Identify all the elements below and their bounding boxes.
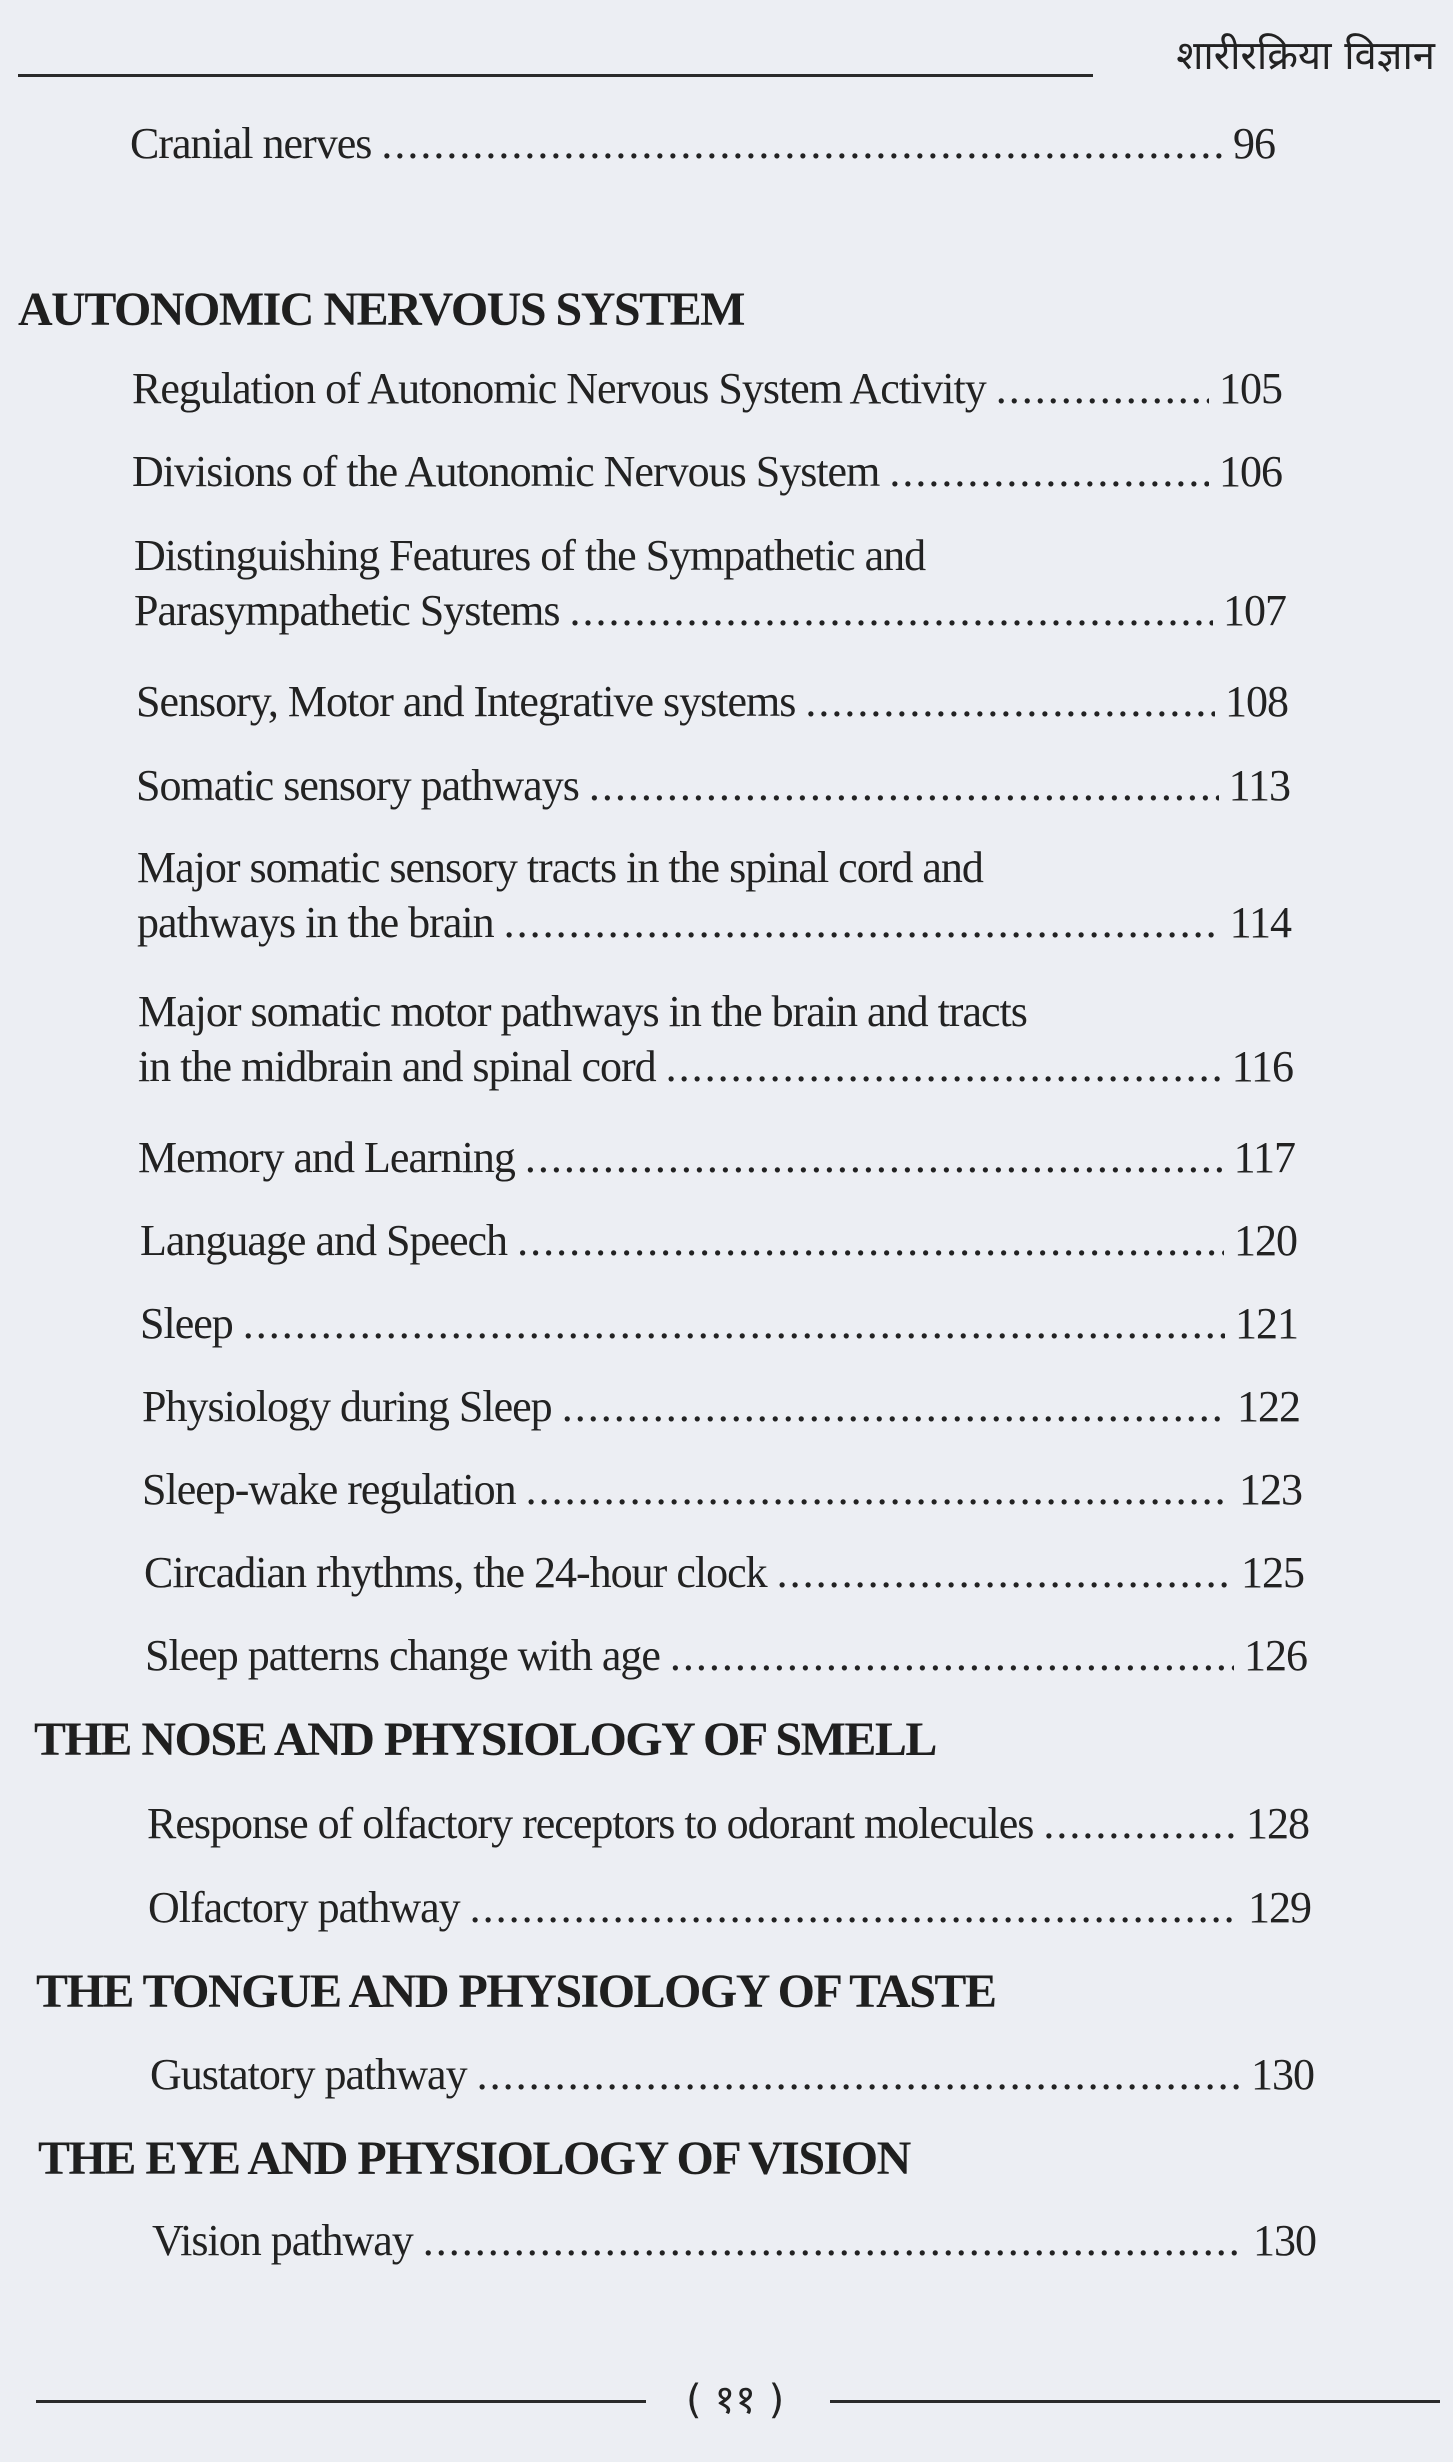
toc-entry-title-line1: Major somatic sensory tracts in the spinal cord and xyxy=(137,843,983,892)
page-number: ( ११ ) xyxy=(686,2377,785,2423)
toc-entry-page: 130 xyxy=(1251,2050,1314,2099)
toc-entry-page: 107 xyxy=(1223,586,1286,635)
leader-dots xyxy=(526,1464,1229,1515)
toc-entry xyxy=(147,1798,1309,1849)
header-rule xyxy=(18,74,1093,77)
toc-entry-page: 106 xyxy=(1219,447,1282,496)
section-heading: AUTONOMIC NERVOUS SYSTEM xyxy=(18,283,744,336)
toc-entry-title: Sleep xyxy=(140,1299,233,1348)
toc-entry xyxy=(130,118,1275,169)
toc-entry xyxy=(152,2215,1316,2266)
toc-entry-title: Gustatory pathway xyxy=(150,2050,467,2099)
footer-rule-left xyxy=(36,2400,646,2403)
toc-entry xyxy=(132,446,1282,497)
leader-dots xyxy=(470,1882,1238,1933)
toc-entry xyxy=(148,1882,1311,1933)
toc-entry-page: 116 xyxy=(1231,1042,1293,1091)
leader-dots xyxy=(670,1630,1234,1681)
toc-entry-title: Parasympathetic Systems xyxy=(134,586,560,635)
leader-dots xyxy=(243,1298,1225,1349)
toc-entry-page: 128 xyxy=(1246,1799,1309,1848)
toc-entry xyxy=(140,1215,1297,1266)
footer-rule-right xyxy=(830,2400,1440,2403)
leader-dots xyxy=(996,363,1209,414)
toc-entry-page: 123 xyxy=(1239,1465,1302,1514)
leader-dots xyxy=(889,446,1209,497)
toc-entry-title: Divisions of the Autonomic Nervous System xyxy=(132,447,880,496)
toc-entry-page: 126 xyxy=(1244,1631,1307,1680)
toc-entry-title: Memory and Learning xyxy=(138,1133,515,1182)
toc-entry-page: 120 xyxy=(1234,1216,1297,1265)
toc-entry-title-line1: Major somatic motor pathways in the brain and tracts xyxy=(138,987,1027,1036)
toc-entry-page: 117 xyxy=(1233,1133,1295,1182)
section-heading: THE NOSE AND PHYSIOLOGY OF SMELL xyxy=(34,1713,936,1766)
leader-dots xyxy=(666,1041,1222,1092)
leader-dots xyxy=(589,760,1219,811)
toc-entry-title: pathways in the brain xyxy=(137,898,494,947)
toc-entry-title: Sensory, Motor and Integrative systems xyxy=(136,677,796,726)
toc-entry-title: Sleep-wake regulation xyxy=(142,1465,516,1514)
section-heading: THE EYE AND PHYSIOLOGY OF VISION xyxy=(38,2132,910,2185)
toc-entry-title: Vision pathway xyxy=(152,2216,413,2265)
toc-entry-page: 125 xyxy=(1241,1548,1304,1597)
toc-entry xyxy=(138,986,1293,1092)
toc-entry-title: Response of olfactory receptors to odorant molecules xyxy=(147,1799,1034,1848)
toc-entry xyxy=(132,363,1282,414)
toc-entry xyxy=(137,842,1291,948)
leader-dots xyxy=(504,897,1220,948)
section-heading: THE TONGUE AND PHYSIOLOGY OF TASTE xyxy=(36,1965,996,2018)
toc-entry-page: 114 xyxy=(1229,898,1291,947)
toc-entry xyxy=(145,1630,1307,1681)
toc-entry xyxy=(138,1132,1295,1183)
leader-dots xyxy=(525,1132,1224,1183)
toc-entry xyxy=(142,1381,1300,1432)
toc-entry-title-line1: Distinguishing Features of the Sympathetic and xyxy=(134,531,926,580)
leader-dots xyxy=(517,1215,1224,1266)
toc-entry-page: 129 xyxy=(1248,1883,1311,1932)
toc-entry-page: 121 xyxy=(1235,1299,1298,1348)
toc-entry xyxy=(136,760,1290,811)
toc-entry-page: 122 xyxy=(1237,1382,1300,1431)
toc-entry-title: Somatic sensory pathways xyxy=(136,761,579,810)
leader-dots xyxy=(805,676,1215,727)
toc-entry-title: Regulation of Autonomic Nervous System Activity xyxy=(132,364,986,413)
leader-dots xyxy=(1043,1798,1236,1849)
toc-entry-page: 130 xyxy=(1253,2216,1316,2265)
toc-entry-title: Physiology during Sleep xyxy=(142,1382,552,1431)
leader-dots xyxy=(477,2049,1241,2100)
toc-entry xyxy=(140,1298,1298,1349)
toc-entry xyxy=(134,530,1286,636)
toc-entry-page: 108 xyxy=(1225,677,1288,726)
toc-entry-page: 113 xyxy=(1228,761,1290,810)
leader-dots xyxy=(570,585,1214,636)
leader-dots xyxy=(777,1547,1231,1598)
toc-entry-title: in the midbrain and spinal cord xyxy=(138,1042,656,1091)
toc-entry-title: Cranial nerves xyxy=(130,119,372,168)
toc-entry-page: 96 xyxy=(1233,119,1275,168)
toc-entry xyxy=(142,1464,1302,1515)
toc-entry xyxy=(144,1547,1304,1598)
leader-dots xyxy=(381,118,1223,169)
toc-entry-page: 105 xyxy=(1219,364,1282,413)
toc-entry xyxy=(150,2049,1314,2100)
toc-entry-title: Language and Speech xyxy=(140,1216,508,1265)
leader-dots xyxy=(562,1381,1227,1432)
toc-entry-title: Sleep patterns change with age xyxy=(145,1631,660,1680)
leader-dots xyxy=(423,2215,1243,2266)
toc-entry xyxy=(136,676,1288,727)
toc-entry-title: Olfactory pathway xyxy=(148,1883,460,1932)
running-head: शारीरक्रिया विज्ञान xyxy=(1176,33,1435,79)
toc-entry-title: Circadian rhythms, the 24-hour clock xyxy=(144,1548,767,1597)
